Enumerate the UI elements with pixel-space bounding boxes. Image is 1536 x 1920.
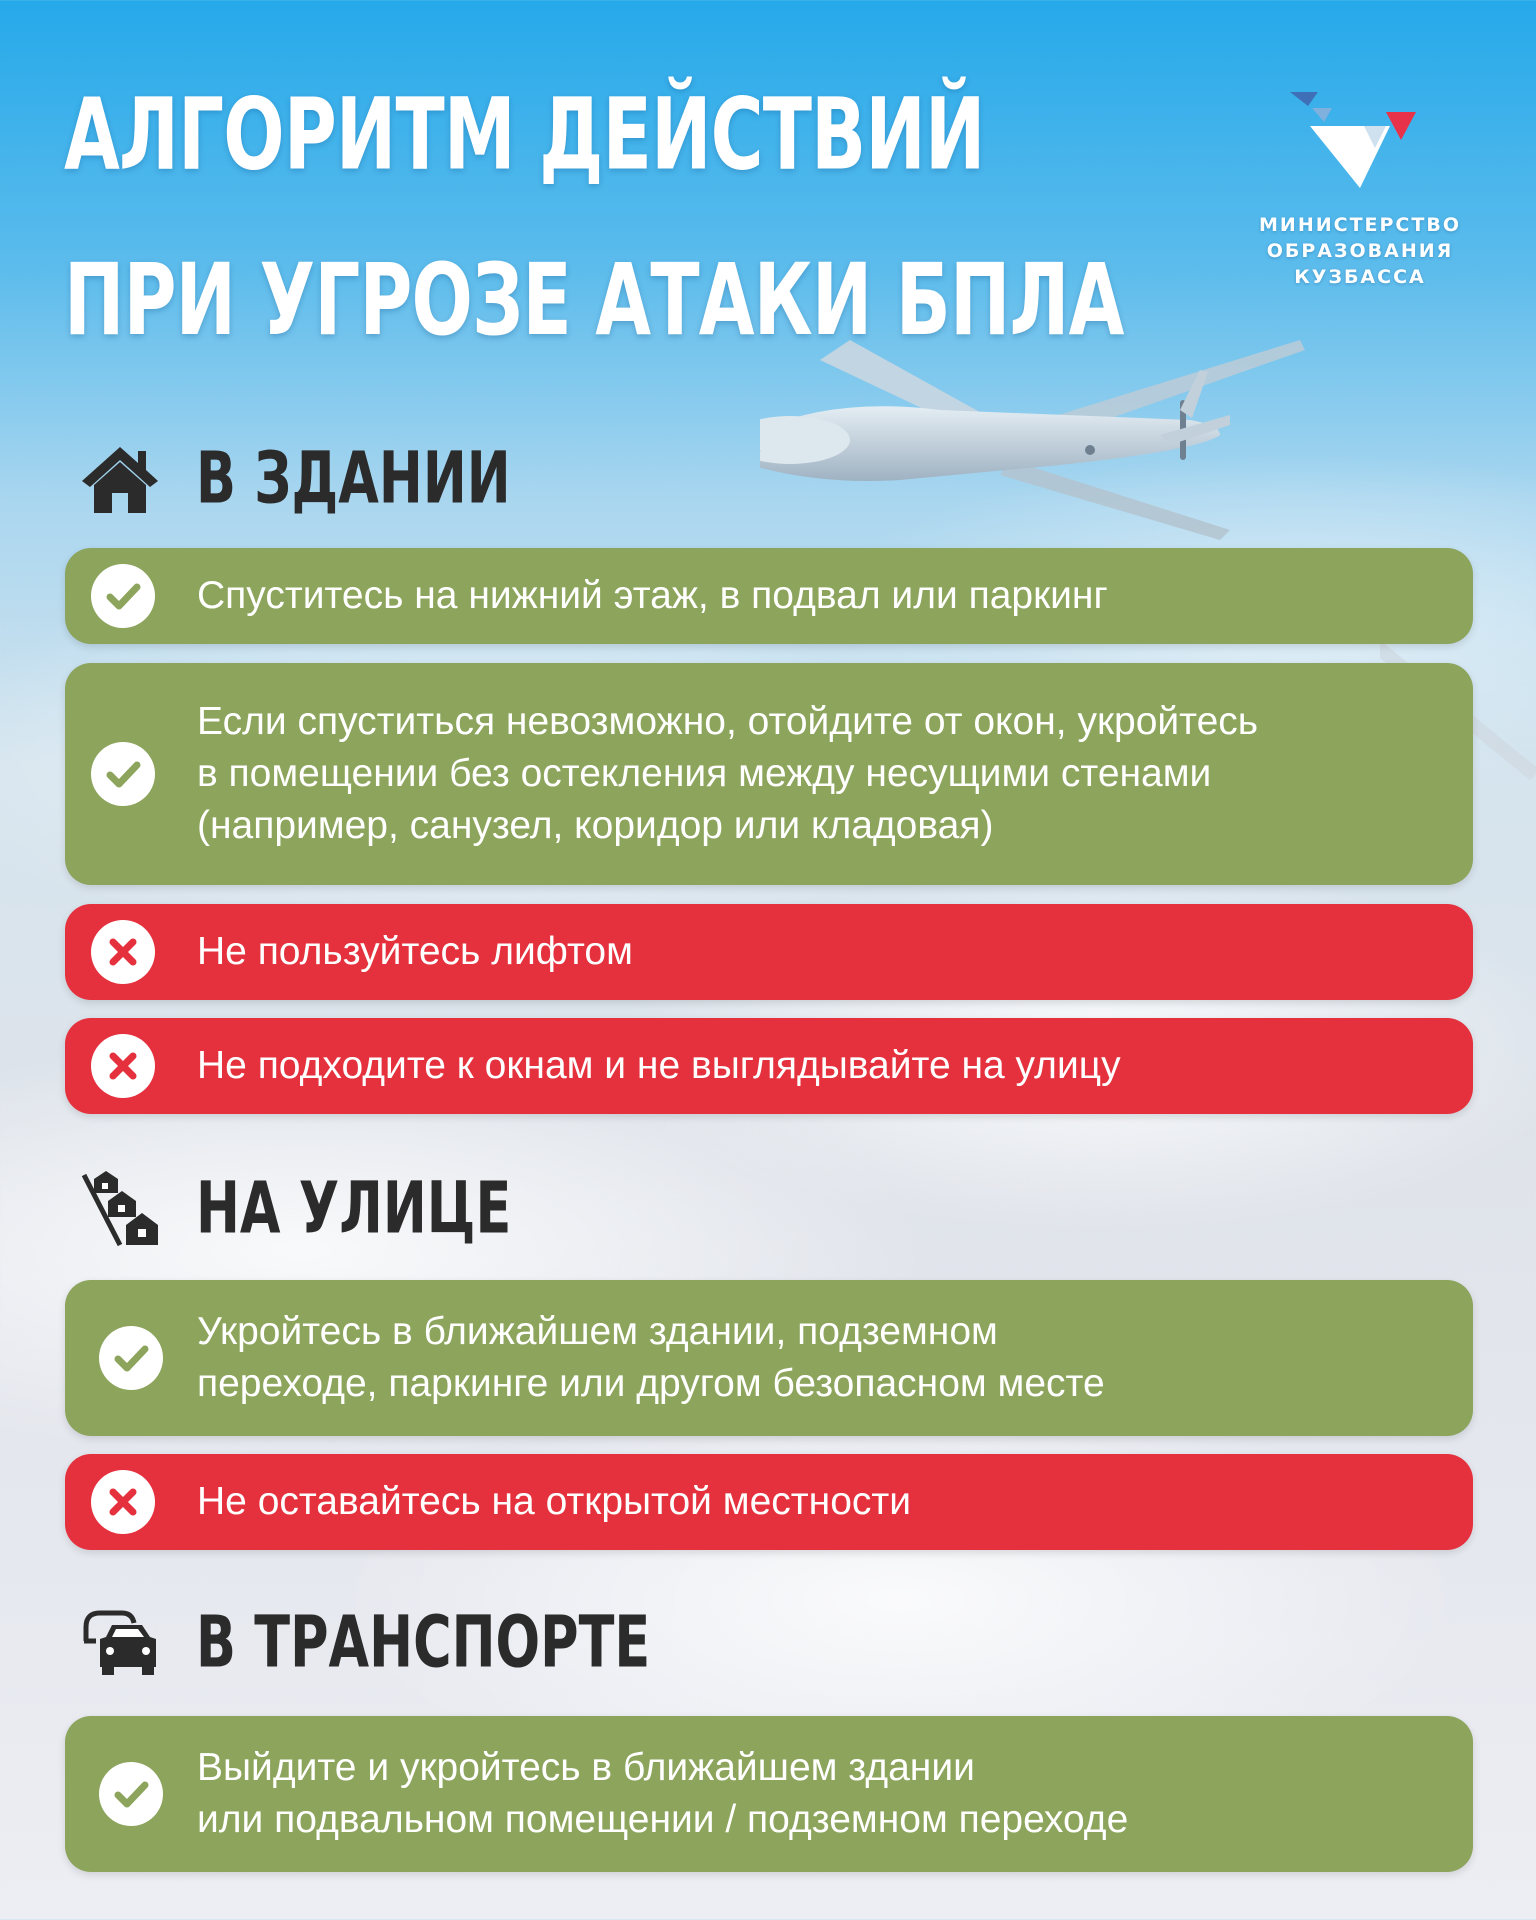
section-header-transport xyxy=(80,1598,750,1688)
street-houses-icon xyxy=(80,1169,160,1249)
title-line-2: ПРИ УГРОЗЕ АТАКИ БПЛА xyxy=(64,242,1124,358)
ministry-logo-icon xyxy=(1290,92,1430,192)
section-title-street: НА УЛИЦЕ xyxy=(196,1167,512,1251)
item-text-line: Укройтесь в ближайшем здании, подземном xyxy=(197,1310,998,1353)
item-text-line: Выйдите и укройтесь в ближайшем здании xyxy=(197,1746,975,1789)
house-icon xyxy=(80,443,160,515)
item-text-line: переходе, паркинге или другом безопасном месте xyxy=(197,1362,1105,1405)
logo-text-line-1: МИНИСТЕРСТВО xyxy=(1259,214,1461,236)
check-icon xyxy=(99,1326,163,1390)
check-icon xyxy=(91,742,155,806)
item-text-line: в помещении без остекления между несущими стенами xyxy=(197,752,1212,795)
section-title-building: В ЗДАНИИ xyxy=(196,437,511,521)
logo-text-line-3: КУЗБАССА xyxy=(1294,266,1426,288)
ministry-logo xyxy=(1240,92,1480,290)
check-icon xyxy=(91,564,155,628)
page-title xyxy=(64,52,1124,384)
list-item xyxy=(65,1454,1473,1550)
item-text-line: Спуститесь на нижний этаж, в подвал или паркинг xyxy=(197,574,1108,617)
list-item xyxy=(65,663,1473,885)
list-item xyxy=(65,904,1473,1000)
cross-icon xyxy=(91,1034,155,1098)
item-text-line: Если спуститься невозможно, отойдите от окон, укройтесь xyxy=(197,700,1259,743)
check-icon xyxy=(99,1762,163,1826)
item-text-line: или подвальном помещении / подземном переходе xyxy=(197,1798,1129,1841)
item-text-line: (например, санузел, коридор или кладовая) xyxy=(197,804,994,847)
list-item xyxy=(65,548,1473,644)
section-title-transport: В ТРАНСПОРТЕ xyxy=(196,1601,651,1685)
list-item xyxy=(65,1018,1473,1114)
cross-icon xyxy=(91,920,155,984)
item-text-line: Не оставайтесь на открытой местности xyxy=(197,1480,912,1523)
item-text-line: Не подходите к окнам и не выглядывайте на улицу xyxy=(197,1044,1121,1087)
item-text-line: Не пользуйтесь лифтом xyxy=(197,930,633,973)
cars-icon xyxy=(80,1607,160,1679)
section-header-street xyxy=(80,1164,581,1254)
logo-text-line-2: ОБРАЗОВАНИЯ xyxy=(1266,240,1454,262)
section-header-building xyxy=(80,434,580,524)
cross-icon xyxy=(91,1470,155,1534)
list-item xyxy=(65,1716,1473,1872)
title-line-1: АЛГОРИТМ ДЕЙСТВИЙ xyxy=(64,76,985,192)
list-item xyxy=(65,1280,1473,1436)
